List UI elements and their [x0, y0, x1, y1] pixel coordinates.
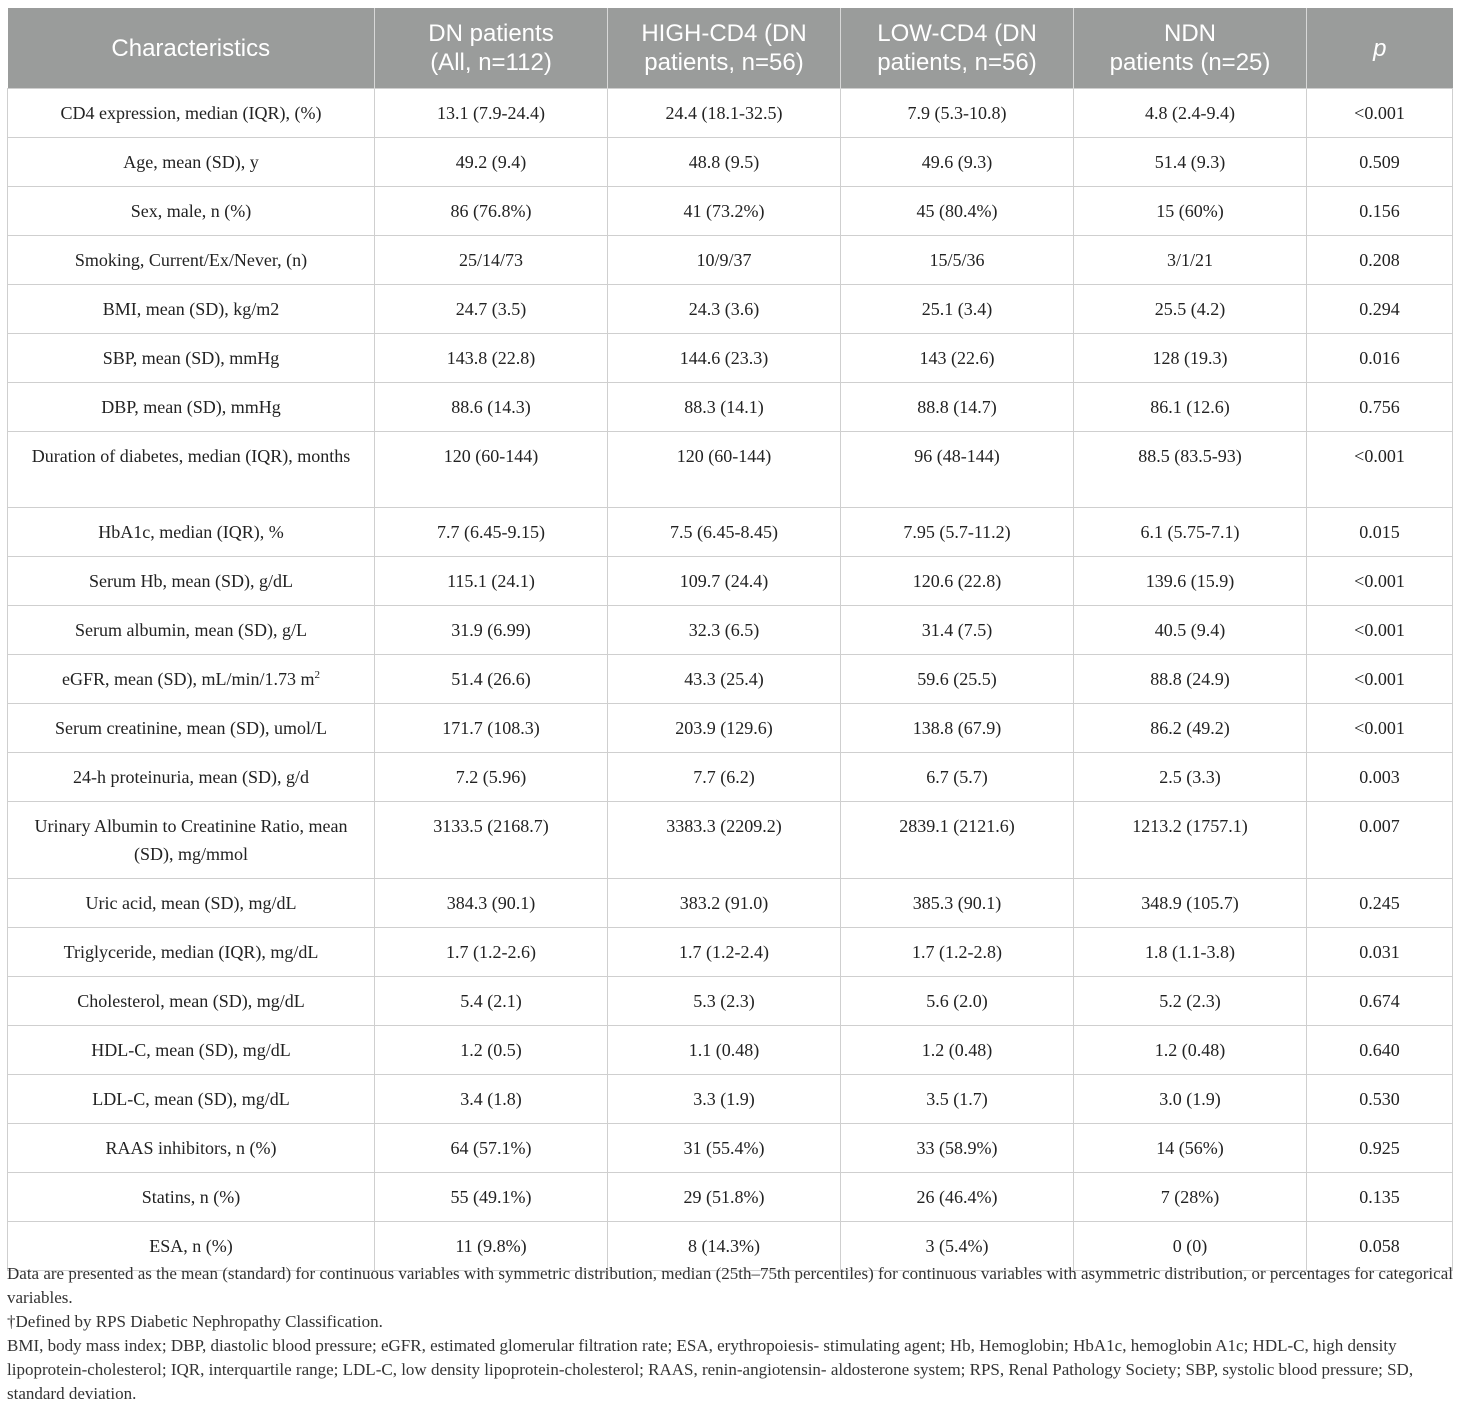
cell-dn-all: 1.2 (0.5) [375, 1026, 608, 1075]
cell-p-value: 0.208 [1307, 236, 1453, 285]
row-label: Cholesterol, mean (SD), mg/dL [8, 977, 375, 1026]
cell-p-value: <0.001 [1307, 89, 1453, 138]
cell-dn-all: 3133.5 (2168.7) [375, 802, 608, 879]
cell-dn-all: 24.7 (3.5) [375, 285, 608, 334]
table-row [8, 138, 1453, 187]
cell-p-value: 0.058 [1307, 1222, 1453, 1271]
cell-low-cd4: 88.8 (14.7) [841, 383, 1074, 432]
row-label: SBP, mean (SD), mmHg [8, 334, 375, 383]
cell-ndn: 3/1/21 [1074, 236, 1307, 285]
cell-high-cd4: 144.6 (23.3) [608, 334, 841, 383]
row-label: Sex, male, n (%) [8, 187, 375, 236]
cell-dn-all: 7.2 (5.96) [375, 753, 608, 802]
cell-high-cd4: 7.7 (6.2) [608, 753, 841, 802]
cell-p-value: <0.001 [1307, 704, 1453, 753]
table-row [8, 432, 1453, 508]
row-label: Smoking, Current/Ex/Never, (n) [8, 236, 375, 285]
cell-low-cd4: 31.4 (7.5) [841, 606, 1074, 655]
cell-high-cd4: 109.7 (24.4) [608, 557, 841, 606]
cell-dn-all: 120 (60-144) [375, 432, 608, 508]
cell-dn-all: 13.1 (7.9-24.4) [375, 89, 608, 138]
cell-high-cd4: 29 (51.8%) [608, 1173, 841, 1222]
cell-dn-all: 51.4 (26.6) [375, 655, 608, 704]
cell-dn-all: 49.2 (9.4) [375, 138, 608, 187]
header-dn-all [375, 8, 608, 89]
cell-high-cd4: 8 (14.3%) [608, 1222, 841, 1271]
cell-ndn: 1.8 (1.1-3.8) [1074, 928, 1307, 977]
cell-p-value: <0.001 [1307, 557, 1453, 606]
table-row [8, 1075, 1453, 1124]
table-row [8, 1124, 1453, 1173]
row-label: Serum albumin, mean (SD), g/L [8, 606, 375, 655]
table-row [8, 879, 1453, 928]
table-row [8, 1173, 1453, 1222]
cell-low-cd4: 138.8 (67.9) [841, 704, 1074, 753]
cell-p-value: 0.530 [1307, 1075, 1453, 1124]
cell-low-cd4: 3.5 (1.7) [841, 1075, 1074, 1124]
header-low-cd4 [841, 8, 1074, 89]
cell-p-value: 0.925 [1307, 1124, 1453, 1173]
cell-p-value: 0.135 [1307, 1173, 1453, 1222]
cell-p-value: 0.003 [1307, 753, 1453, 802]
header-text: p [1373, 34, 1387, 62]
cell-ndn: 128 (19.3) [1074, 334, 1307, 383]
row-label: 24-h proteinuria, mean (SD), g/d [8, 753, 375, 802]
cell-low-cd4: 120.6 (22.8) [841, 557, 1074, 606]
cell-high-cd4: 7.5 (6.45-8.45) [608, 508, 841, 557]
cell-p-value: 0.031 [1307, 928, 1453, 977]
cell-low-cd4: 143 (22.6) [841, 334, 1074, 383]
row-label: Serum creatinine, mean (SD), umol/L [8, 704, 375, 753]
row-label-text: eGFR, mean (SD), mL/min/1.73 m [62, 669, 315, 689]
cell-dn-all: 31.9 (6.99) [375, 606, 608, 655]
row-label: Duration of diabetes, median (IQR), months [8, 432, 375, 508]
header-text-line2: (All, n=112) [430, 49, 552, 76]
cell-low-cd4: 6.7 (5.7) [841, 753, 1074, 802]
header-p-value [1307, 8, 1453, 89]
cell-dn-all: 171.7 (108.3) [375, 704, 608, 753]
cell-p-value: 0.294 [1307, 285, 1453, 334]
table-row [8, 655, 1453, 704]
table-row [8, 236, 1453, 285]
cell-dn-all: 384.3 (90.1) [375, 879, 608, 928]
row-label: Age, mean (SD), y [8, 138, 375, 187]
row-label: Triglyceride, median (IQR), mg/dL [8, 928, 375, 977]
header-text-line1: HIGH-CD4 (DN [641, 20, 807, 47]
cell-low-cd4: 7.9 (5.3-10.8) [841, 89, 1074, 138]
cell-p-value: 0.674 [1307, 977, 1453, 1026]
cell-high-cd4: 1.7 (1.2-2.4) [608, 928, 841, 977]
header-text-line1: LOW-CD4 (DN [877, 20, 1037, 47]
cell-dn-all: 86 (76.8%) [375, 187, 608, 236]
cell-low-cd4: 2839.1 (2121.6) [841, 802, 1074, 879]
table-row [8, 383, 1453, 432]
table-row [8, 334, 1453, 383]
row-label: HDL-C, mean (SD), mg/dL [8, 1026, 375, 1075]
header-text-line2: patients (n=25) [1109, 49, 1271, 76]
cell-dn-all: 25/14/73 [375, 236, 608, 285]
cell-p-value: 0.016 [1307, 334, 1453, 383]
cell-high-cd4: 32.3 (6.5) [608, 606, 841, 655]
cell-p-value: 0.509 [1307, 138, 1453, 187]
cell-dn-all: 11 (9.8%) [375, 1222, 608, 1271]
cell-high-cd4: 31 (55.4%) [608, 1124, 841, 1173]
cell-ndn: 6.1 (5.75-7.1) [1074, 508, 1307, 557]
cell-ndn: 15 (60%) [1074, 187, 1307, 236]
row-label: Statins, n (%) [8, 1173, 375, 1222]
cell-ndn: 14 (56%) [1074, 1124, 1307, 1173]
table-row [8, 1026, 1453, 1075]
table-footnotes [7, 1262, 1455, 1406]
row-label: Uric acid, mean (SD), mg/dL [8, 879, 375, 928]
cell-p-value: 0.756 [1307, 383, 1453, 432]
cell-dn-all: 3.4 (1.8) [375, 1075, 608, 1124]
characteristics-table-container [7, 8, 1452, 1271]
header-text-line2: patients, n=56) [644, 49, 804, 76]
row-label: BMI, mean (SD), kg/m2 [8, 285, 375, 334]
cell-p-value: <0.001 [1307, 655, 1453, 704]
header-characteristics [8, 8, 375, 89]
cell-dn-all: 115.1 (24.1) [375, 557, 608, 606]
cell-low-cd4: 7.95 (5.7-11.2) [841, 508, 1074, 557]
cell-high-cd4: 5.3 (2.3) [608, 977, 841, 1026]
cell-low-cd4: 1.7 (1.2-2.8) [841, 928, 1074, 977]
cell-ndn: 88.5 (83.5-93) [1074, 432, 1307, 508]
cell-ndn: 1.2 (0.48) [1074, 1026, 1307, 1075]
cell-high-cd4: 3383.3 (2209.2) [608, 802, 841, 879]
cell-ndn: 2.5 (3.3) [1074, 753, 1307, 802]
cell-high-cd4: 120 (60-144) [608, 432, 841, 508]
cell-high-cd4: 1.1 (0.48) [608, 1026, 841, 1075]
cell-ndn: 7 (28%) [1074, 1173, 1307, 1222]
table-row [8, 753, 1453, 802]
cell-low-cd4: 1.2 (0.48) [841, 1026, 1074, 1075]
cell-p-value: 0.007 [1307, 802, 1453, 879]
table-row [8, 508, 1453, 557]
cell-dn-all: 64 (57.1%) [375, 1124, 608, 1173]
cell-high-cd4: 203.9 (129.6) [608, 704, 841, 753]
table-row [8, 802, 1453, 879]
header-text-line1: NDN [1164, 20, 1216, 47]
cell-low-cd4: 33 (58.9%) [841, 1124, 1074, 1173]
table-body [8, 89, 1453, 1271]
table-row [8, 557, 1453, 606]
cell-ndn: 348.9 (105.7) [1074, 879, 1307, 928]
header-text-line2: patients, n=56) [877, 49, 1037, 76]
footnote-presentation: Data are presented as the mean (standard) for continuous variables with symmetric distribution, median (25th–75th percentiles) for continuous variables with asymmetric distribution, or percentages for categorical variables. [7, 1264, 1453, 1307]
table-row [8, 187, 1453, 236]
cell-high-cd4: 3.3 (1.9) [608, 1075, 841, 1124]
cell-low-cd4: 25.1 (3.4) [841, 285, 1074, 334]
cell-ndn: 1213.2 (1757.1) [1074, 802, 1307, 879]
table-row [8, 704, 1453, 753]
footnote-abbreviations: BMI, body mass index; DBP, diastolic blood pressure; eGFR, estimated glomerular filtration rate; ESA, erythropoiesis- stimulating agent; Hb, Hemoglobin; HbA1c, hemoglobin A1c; HDL-C, high density lipoprotein-cholesterol; IQR, interquartile range; LDL-C, low density lipoprotein-cholesterol; RAAS, renin-angiotensin- aldosterone system; RPS, Renal Pathology Society; SBP, systolic blood pressure; SD, standard deviation. [7, 1336, 1414, 1403]
cell-high-cd4: 10/9/37 [608, 236, 841, 285]
cell-p-value: 0.245 [1307, 879, 1453, 928]
cell-low-cd4: 3 (5.4%) [841, 1222, 1074, 1271]
header-text-line1: DN patients [428, 20, 554, 47]
cell-low-cd4: 15/5/36 [841, 236, 1074, 285]
table-row [8, 285, 1453, 334]
cell-high-cd4: 24.3 (3.6) [608, 285, 841, 334]
cell-ndn: 40.5 (9.4) [1074, 606, 1307, 655]
cell-ndn: 51.4 (9.3) [1074, 138, 1307, 187]
cell-p-value: <0.001 [1307, 606, 1453, 655]
cell-ndn: 4.8 (2.4-9.4) [1074, 89, 1307, 138]
cell-ndn: 0 (0) [1074, 1222, 1307, 1271]
cell-high-cd4: 43.3 (25.4) [608, 655, 841, 704]
cell-p-value: 0.640 [1307, 1026, 1453, 1075]
header-high-cd4 [608, 8, 841, 89]
footnote-dagger: †Defined by RPS Diabetic Nephropathy Classification. [7, 1312, 383, 1331]
superscript-exponent: 2 [314, 669, 320, 681]
cell-ndn: 139.6 (15.9) [1074, 557, 1307, 606]
cell-low-cd4: 26 (46.4%) [841, 1173, 1074, 1222]
cell-high-cd4: 88.3 (14.1) [608, 383, 841, 432]
cell-ndn: 86.2 (49.2) [1074, 704, 1307, 753]
cell-low-cd4: 45 (80.4%) [841, 187, 1074, 236]
table-row [8, 977, 1453, 1026]
cell-dn-all: 5.4 (2.1) [375, 977, 608, 1026]
row-label: LDL-C, mean (SD), mg/dL [8, 1075, 375, 1124]
cell-dn-all: 88.6 (14.3) [375, 383, 608, 432]
cell-ndn: 5.2 (2.3) [1074, 977, 1307, 1026]
table-row [8, 928, 1453, 977]
cell-low-cd4: 59.6 (25.5) [841, 655, 1074, 704]
cell-low-cd4: 385.3 (90.1) [841, 879, 1074, 928]
row-label [8, 655, 375, 704]
cell-high-cd4: 41 (73.2%) [608, 187, 841, 236]
cell-ndn: 3.0 (1.9) [1074, 1075, 1307, 1124]
cell-low-cd4: 96 (48-144) [841, 432, 1074, 508]
row-label: CD4 expression, median (IQR), (%) [8, 89, 375, 138]
header-row [8, 8, 1453, 89]
row-label: Urinary Albumin to Creatinine Ratio, mean (SD), mg/mmol [8, 802, 375, 879]
cell-high-cd4: 383.2 (91.0) [608, 879, 841, 928]
cell-low-cd4: 5.6 (2.0) [841, 977, 1074, 1026]
cell-high-cd4: 48.8 (9.5) [608, 138, 841, 187]
row-label: DBP, mean (SD), mmHg [8, 383, 375, 432]
cell-p-value: 0.015 [1307, 508, 1453, 557]
cell-dn-all: 55 (49.1%) [375, 1173, 608, 1222]
row-label: Serum Hb, mean (SD), g/dL [8, 557, 375, 606]
cell-ndn: 25.5 (4.2) [1074, 285, 1307, 334]
table-row [8, 606, 1453, 655]
characteristics-table [7, 8, 1453, 1271]
header-ndn [1074, 8, 1307, 89]
row-label: RAAS inhibitors, n (%) [8, 1124, 375, 1173]
cell-dn-all: 7.7 (6.45-9.15) [375, 508, 608, 557]
cell-ndn: 88.8 (24.9) [1074, 655, 1307, 704]
cell-p-value: <0.001 [1307, 432, 1453, 508]
header-text: Characteristics [111, 34, 271, 62]
table-row [8, 89, 1453, 138]
cell-low-cd4: 49.6 (9.3) [841, 138, 1074, 187]
cell-high-cd4: 24.4 (18.1-32.5) [608, 89, 841, 138]
cell-p-value: 0.156 [1307, 187, 1453, 236]
cell-dn-all: 143.8 (22.8) [375, 334, 608, 383]
cell-ndn: 86.1 (12.6) [1074, 383, 1307, 432]
row-label: HbA1c, median (IQR), % [8, 508, 375, 557]
row-label: ESA, n (%) [8, 1222, 375, 1271]
cell-dn-all: 1.7 (1.2-2.6) [375, 928, 608, 977]
